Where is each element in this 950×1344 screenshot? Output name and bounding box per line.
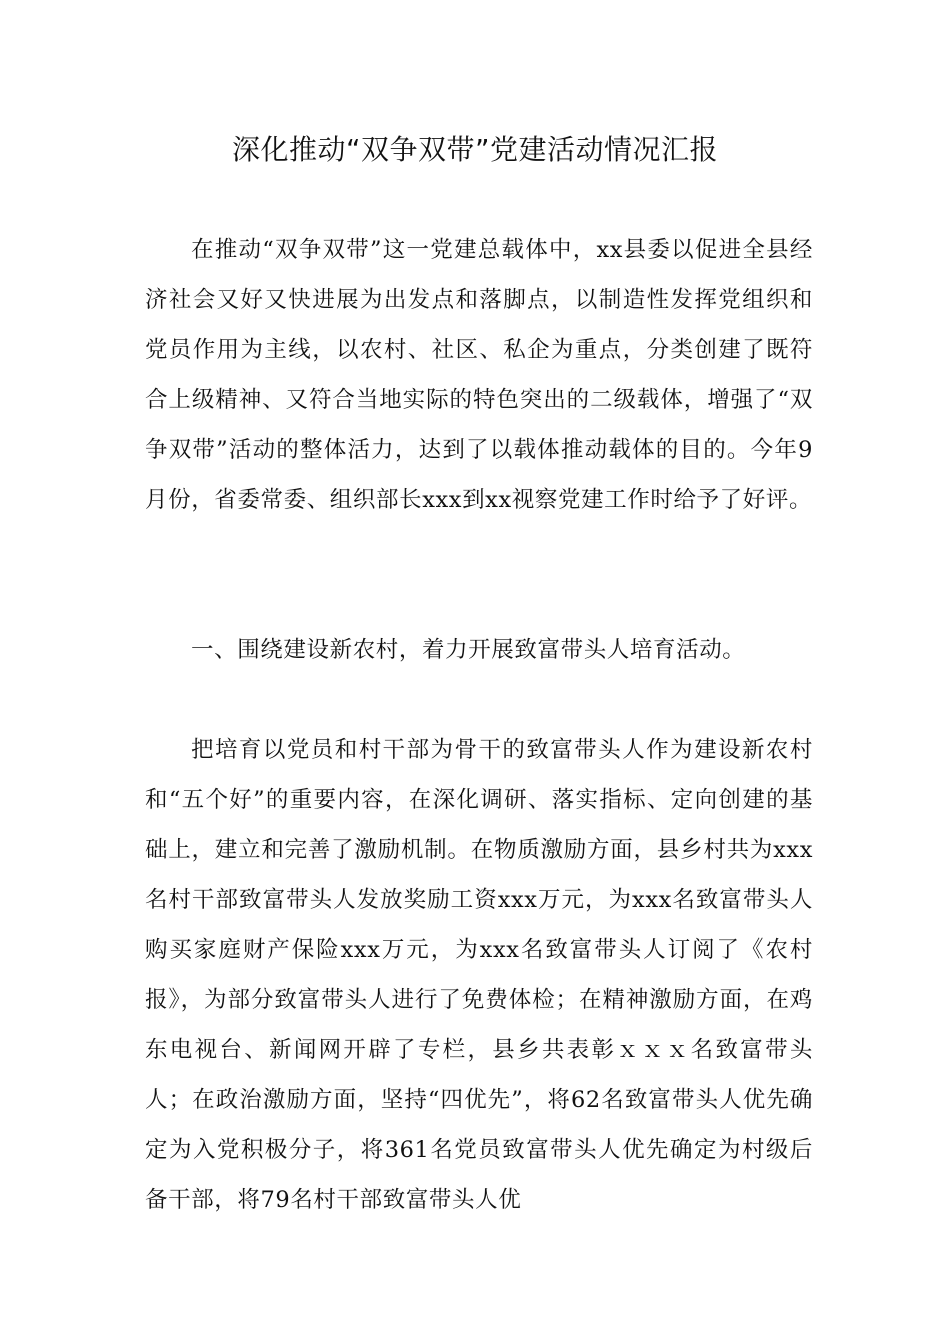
section-heading: 一、围绕建设新农村，着力开展致富带头人培育活动。 [191,637,746,663]
document-title: 深化推动“双争双带”党建活动情况汇报 [231,133,718,166]
body-paragraph: 把培育以党员和村干部为骨干的致富带头人作为建设新农村和“五个好”的重要内容，在深化调研、落实指标、定向创建的基础上，建立和完善了激励机制。在物质激励方面，县乡村共为xxx名村干部致富带头人发放奖励工资xxx万元，为xxx名致富带头人购买家庭财产保险xxx万元，为xxx名致富带头人订阅了《农村报》，为部分致富带头人进行了免费体检；在精神激励方面，在鸡东电视台、新闻网开辟了专栏，县乡共表彰ｘｘｘ名致富带头人；在政治激励方面，坚持“四优先”，将62名致富带头人优先确定为入党积极分子，将361名党员致富带头人优先确定为村级后备干部，将79名村干部致富带头人优 [145,737,813,1213]
intro-paragraph: 在推动“双争双带”这一党建总载体中，xx县委以促进全县经济社会又好又快进展为出发点和落脚点，以制造性发挥党组织和党员作用为主线，以农村、社区、私企为重点，分类创建了既符合上级精神、又符合当地实际的特色突出的二级载体，增强了“双争双带”活动的整体活力，达到了以载体推动载体的目的。今年9月份，省委常委、组织部长xxx到xx视察党建工作时给予了好评。 [145,237,813,513]
